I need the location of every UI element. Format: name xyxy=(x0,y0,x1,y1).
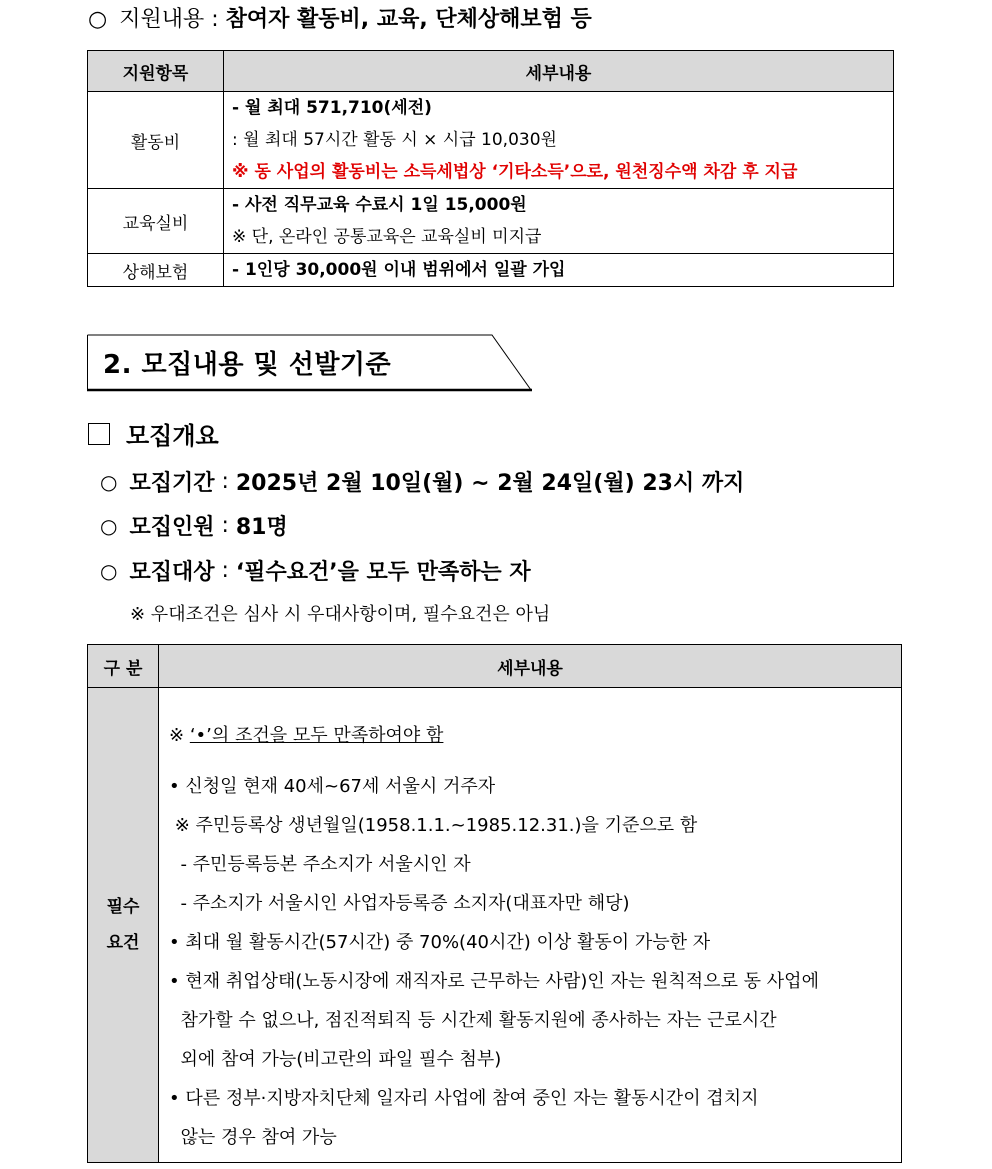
item-label: 모집인원 xyxy=(129,515,215,540)
requirement-line: • 다른 정부·지방자치단체 일자리 사업에 참여 중인 자는 활동시간이 겹치지 xyxy=(169,1088,759,1109)
required-conditions-label xyxy=(88,688,159,1163)
circle-bullet-icon: ○ xyxy=(100,469,118,494)
requirement-line: 외에 참여 가능(비고란의 파일 필수 첨부) xyxy=(169,1049,502,1070)
content-line: - 1인당 30,000원 이내 범위에서 일괄 가입 xyxy=(232,260,566,280)
header-support-item: 지원항목 xyxy=(88,51,224,92)
row-label-education-fee: 교육실비 xyxy=(88,189,224,254)
square-bullet-icon xyxy=(88,423,110,445)
table-row xyxy=(88,92,894,189)
requirements-content xyxy=(159,688,902,1163)
requirement-line: ※ 주민등록상 생년월일(1958.1.1.~1985.12.31.)을 기준으로 함 xyxy=(169,815,698,836)
row-content xyxy=(224,189,894,254)
note-underlined: ‘•’의 조건을 모두 만족하여야 함 xyxy=(189,725,444,746)
header-details: 세부내용 xyxy=(224,51,894,92)
table-row xyxy=(88,189,894,254)
content-line: - 월 최대 571,710(세전) xyxy=(232,98,432,118)
spacer xyxy=(169,755,901,767)
item-value: 2025년 2월 10일(월) ~ 2월 24일(월) 23시 까지 xyxy=(235,471,745,496)
item-label: 모집기간 xyxy=(129,471,215,496)
overview-heading xyxy=(88,416,219,451)
row-label-insurance: 상해보험 xyxy=(88,254,224,287)
spacer xyxy=(169,688,901,716)
circle-bullet-icon: ○ xyxy=(100,513,118,538)
recruitment-target xyxy=(100,555,531,586)
side-label-line: 요건 xyxy=(106,933,140,953)
section-header xyxy=(87,334,533,392)
content-line: : 월 최대 57시간 활동 시 × 시급 10,030원 xyxy=(232,130,557,150)
warning-line: ※ 동 사업의 활동비는 소득세법상 ‘기타소득’으로, 원천징수액 차감 후 지급 xyxy=(232,162,798,182)
support-table xyxy=(87,50,894,287)
circle-bullet-icon: ○ xyxy=(100,558,118,583)
table-row xyxy=(88,254,894,287)
requirement-line: • 현재 취업상태(노동시장에 재직자로 근무하는 사람)인 자는 원칙적으로 동 사업에 xyxy=(169,971,819,992)
item-label: 모집대상 xyxy=(129,560,215,585)
support-value: 참여자 활동비, 교육, 단체상해보험 등 xyxy=(225,7,592,32)
requirements-table-header xyxy=(88,645,902,688)
item-value: 81명 xyxy=(235,515,288,540)
section-title: 2. 모집내용 및 선발기준 xyxy=(103,350,392,380)
requirements-table xyxy=(87,644,902,1163)
overview-heading-text: 모집개요 xyxy=(126,422,219,450)
row-content xyxy=(224,254,894,287)
recruitment-count xyxy=(100,510,288,541)
separator: : xyxy=(204,7,226,32)
content-line: - 사전 직무교육 수료시 1일 15,000원 xyxy=(232,195,527,215)
content-line: ※ 단, 온라인 공통교육은 교육실비 미지급 xyxy=(232,227,542,247)
circle-bullet-icon: ○ xyxy=(88,7,108,32)
requirement-line: • 최대 월 활동시간(57시간) 중 70%(40시간) 이상 활동이 가능한 자 xyxy=(169,932,711,953)
requirement-line: - 주소지가 서울시인 사업자등록증 소지자(대표자만 해당) xyxy=(169,893,630,914)
requirement-line: 참가할 수 없으나, 점진적퇴직 등 시간제 활동지원에 종사하는 자는 근로시간 xyxy=(169,1010,777,1031)
separator: : xyxy=(214,469,236,494)
support-table-header xyxy=(88,51,894,92)
note-prefix: ※ xyxy=(169,725,190,746)
requirement-line: 않는 경우 참여 가능 xyxy=(169,1127,337,1148)
requirement-line: • 신청일 현재 40세~67세 서울시 거주자 xyxy=(169,776,496,797)
condition-note xyxy=(169,716,901,755)
support-label: 지원내용 xyxy=(119,7,205,32)
separator: : xyxy=(214,558,236,583)
header-category: 구 분 xyxy=(88,645,159,688)
side-label-line: 필수 xyxy=(106,897,140,917)
preference-note: ※ 우대조건은 심사 시 우대사항이며, 필수요건은 아님 xyxy=(130,604,551,625)
row-label-activity-fee: 활동비 xyxy=(88,92,224,189)
row-content xyxy=(224,92,894,189)
support-content-line xyxy=(88,2,592,33)
item-value: ‘필수요건’을 모두 만족하는 자 xyxy=(235,560,531,585)
separator: : xyxy=(214,513,236,538)
table-row xyxy=(88,688,902,1163)
requirement-line: - 주민등록등본 주소지가 서울시인 자 xyxy=(169,854,471,875)
recruitment-period xyxy=(100,466,744,497)
header-details: 세부내용 xyxy=(159,645,902,688)
